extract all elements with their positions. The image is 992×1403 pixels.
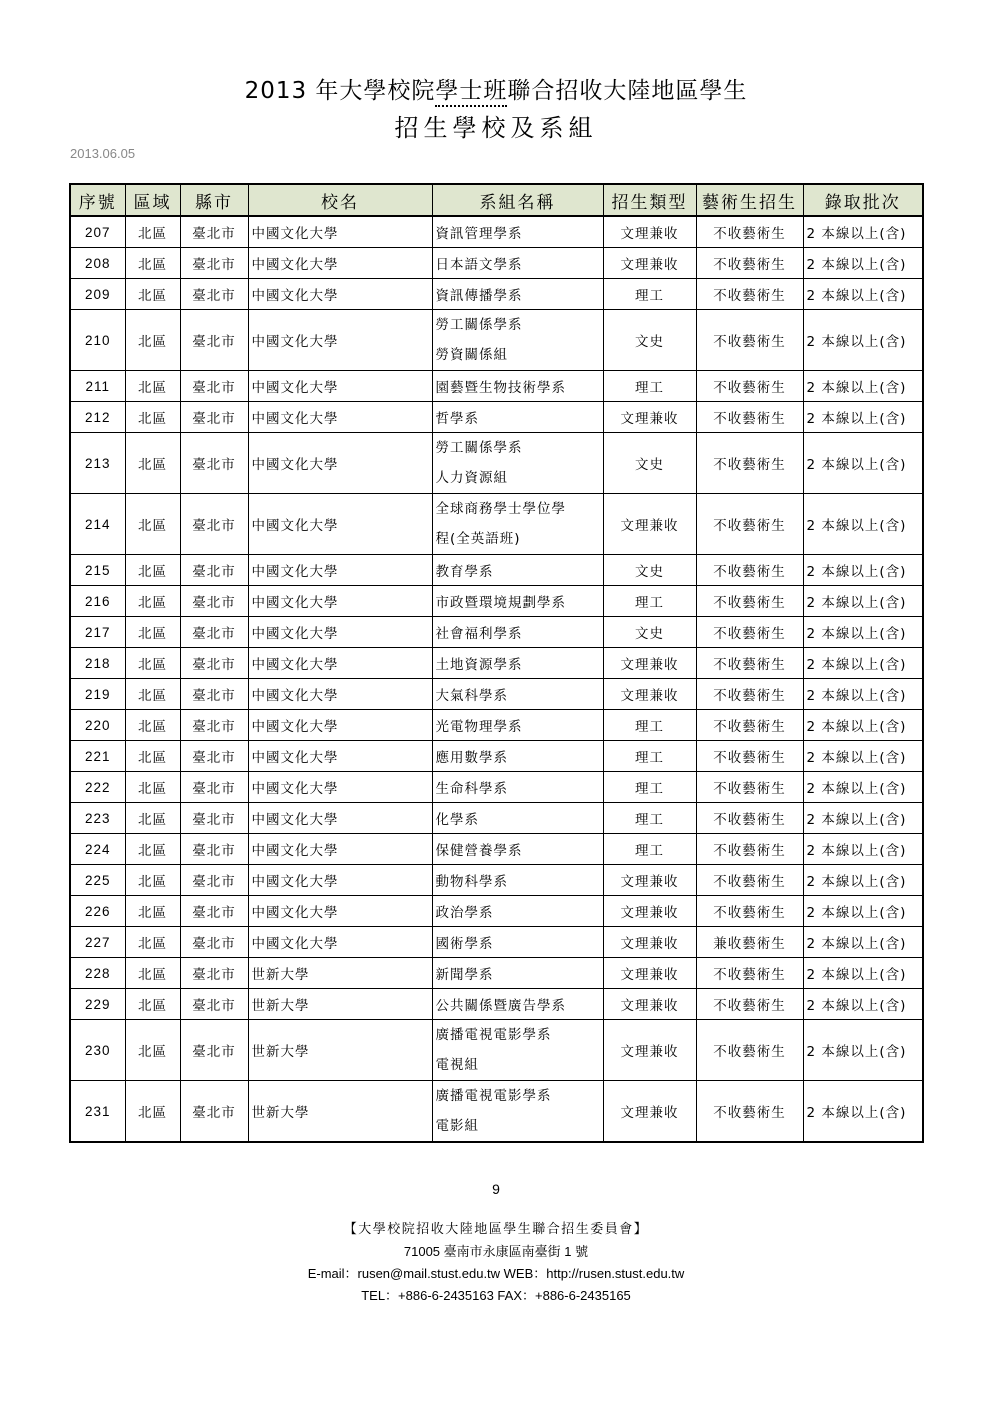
row-city: 臺北市 xyxy=(180,433,248,494)
row-region: 北區 xyxy=(125,803,180,834)
row-major xyxy=(432,555,603,586)
row-major xyxy=(432,803,603,834)
row-admission-type: 文理兼收 xyxy=(603,248,696,279)
row-art-students: 不收藝術生 xyxy=(696,772,803,803)
row-major xyxy=(432,617,603,648)
major-line: 勞工關係學系 xyxy=(435,317,523,333)
row-major xyxy=(432,958,603,989)
row-city: 臺北市 xyxy=(180,648,248,679)
row-region: 北區 xyxy=(125,216,180,248)
row-school: 中國文化大學 xyxy=(248,896,432,927)
admissions-table xyxy=(69,183,924,1143)
major-line: 勞資關係組 xyxy=(435,347,508,363)
major-line: 政治學系 xyxy=(435,905,494,921)
row-school: 中國文化大學 xyxy=(248,617,432,648)
row-school: 中國文化大學 xyxy=(248,216,432,248)
table-row xyxy=(70,896,923,927)
row-art-students: 不收藝術生 xyxy=(696,834,803,865)
row-admission-batch: 2 本線以上(含) xyxy=(803,989,923,1020)
row-major xyxy=(432,279,603,310)
row-region: 北區 xyxy=(125,679,180,710)
row-admission-type: 理工 xyxy=(603,586,696,617)
row-number: 231 xyxy=(70,1081,125,1143)
row-number: 219 xyxy=(70,679,125,710)
row-art-students: 不收藝術生 xyxy=(696,433,803,494)
major-line: 公共關係暨廣告學系 xyxy=(435,998,566,1014)
row-major xyxy=(432,710,603,741)
row-admission-batch: 2 本線以上(含) xyxy=(803,371,923,402)
table-header-row xyxy=(70,184,923,216)
row-region: 北區 xyxy=(125,865,180,896)
row-school: 中國文化大學 xyxy=(248,772,432,803)
row-number: 210 xyxy=(70,310,125,371)
major-line: 光電物理學系 xyxy=(435,719,523,735)
row-number: 227 xyxy=(70,927,125,958)
row-art-students: 不收藝術生 xyxy=(696,648,803,679)
row-number: 207 xyxy=(70,216,125,248)
row-admission-type: 文理兼收 xyxy=(603,896,696,927)
row-admission-type: 文理兼收 xyxy=(603,958,696,989)
row-school: 世新大學 xyxy=(248,989,432,1020)
column-header: 系組名稱 xyxy=(432,184,603,216)
row-region: 北區 xyxy=(125,433,180,494)
major-line: 新聞學系 xyxy=(435,967,494,983)
row-city: 臺北市 xyxy=(180,989,248,1020)
table-row xyxy=(70,989,923,1020)
major-line: 電影組 xyxy=(435,1118,479,1134)
row-city: 臺北市 xyxy=(180,1081,248,1143)
row-number: 221 xyxy=(70,741,125,772)
column-header: 招生類型 xyxy=(603,184,696,216)
row-region: 北區 xyxy=(125,648,180,679)
table-row xyxy=(70,248,923,279)
major-line: 電視組 xyxy=(435,1057,479,1073)
table-row xyxy=(70,586,923,617)
major-line: 廣播電視電影學系 xyxy=(435,1088,552,1104)
row-school: 中國文化大學 xyxy=(248,679,432,710)
row-major xyxy=(432,371,603,402)
footer-organization: 【大學校院招收大陸地區學生聯合招生委員會】 xyxy=(343,1222,649,1237)
row-city: 臺北市 xyxy=(180,834,248,865)
row-admission-batch: 2 本線以上(含) xyxy=(803,648,923,679)
row-number: 213 xyxy=(70,433,125,494)
row-admission-batch: 2 本線以上(含) xyxy=(803,710,923,741)
table-row xyxy=(70,803,923,834)
row-admission-batch: 2 本線以上(含) xyxy=(803,310,923,371)
row-art-students: 不收藝術生 xyxy=(696,402,803,433)
row-art-students: 不收藝術生 xyxy=(696,865,803,896)
row-number: 212 xyxy=(70,402,125,433)
row-art-students: 不收藝術生 xyxy=(696,958,803,989)
row-region: 北區 xyxy=(125,741,180,772)
table-row xyxy=(70,958,923,989)
row-admission-batch: 2 本線以上(含) xyxy=(803,927,923,958)
row-number: 218 xyxy=(70,648,125,679)
row-art-students: 不收藝術生 xyxy=(696,248,803,279)
major-line: 人力資源組 xyxy=(435,470,508,486)
row-art-students: 不收藝術生 xyxy=(696,896,803,927)
row-region: 北區 xyxy=(125,402,180,433)
table-row xyxy=(70,555,923,586)
row-major xyxy=(432,865,603,896)
row-admission-batch: 2 本線以上(含) xyxy=(803,402,923,433)
row-number: 208 xyxy=(70,248,125,279)
row-city: 臺北市 xyxy=(180,586,248,617)
row-number: 216 xyxy=(70,586,125,617)
row-art-students: 不收藝術生 xyxy=(696,1020,803,1081)
row-city: 臺北市 xyxy=(180,371,248,402)
row-number: 214 xyxy=(70,494,125,555)
row-school: 中國文化大學 xyxy=(248,310,432,371)
row-major xyxy=(432,402,603,433)
row-school: 中國文化大學 xyxy=(248,494,432,555)
row-school: 中國文化大學 xyxy=(248,371,432,402)
row-admission-type: 文理兼收 xyxy=(603,1081,696,1143)
row-admission-batch: 2 本線以上(含) xyxy=(803,834,923,865)
row-city: 臺北市 xyxy=(180,248,248,279)
row-number: 215 xyxy=(70,555,125,586)
row-major xyxy=(432,834,603,865)
row-major xyxy=(432,679,603,710)
table-row xyxy=(70,741,923,772)
row-admission-batch: 2 本線以上(含) xyxy=(803,803,923,834)
major-line: 資訊管理學系 xyxy=(435,226,523,242)
table-row xyxy=(70,834,923,865)
row-school: 中國文化大學 xyxy=(248,741,432,772)
title-suffix: 聯合招收大陸地區學生 xyxy=(507,78,748,104)
row-number: 222 xyxy=(70,772,125,803)
document-date: 2013.06.05 xyxy=(70,146,136,161)
row-admission-batch: 2 本線以上(含) xyxy=(803,248,923,279)
major-line: 土地資源學系 xyxy=(435,657,523,673)
major-line: 日本語文學系 xyxy=(435,257,523,273)
row-admission-batch: 2 本線以上(含) xyxy=(803,865,923,896)
footer-phone-fax: TEL：+886-6-2435163 FAX：+886-6-2435165 xyxy=(361,1288,631,1303)
row-city: 臺北市 xyxy=(180,402,248,433)
row-number: 229 xyxy=(70,989,125,1020)
row-admission-batch: 2 本線以上(含) xyxy=(803,617,923,648)
row-admission-type: 理工 xyxy=(603,371,696,402)
major-line: 應用數學系 xyxy=(435,750,508,766)
row-school: 中國文化大學 xyxy=(248,555,432,586)
row-region: 北區 xyxy=(125,371,180,402)
row-admission-batch: 2 本線以上(含) xyxy=(803,958,923,989)
row-number: 225 xyxy=(70,865,125,896)
table-row xyxy=(70,772,923,803)
major-line: 社會福利學系 xyxy=(435,626,523,642)
row-art-students: 不收藝術生 xyxy=(696,586,803,617)
row-city: 臺北市 xyxy=(180,710,248,741)
row-major xyxy=(432,927,603,958)
row-admission-type: 文理兼收 xyxy=(603,648,696,679)
column-header: 錄取批次 xyxy=(803,184,923,216)
row-admission-type: 文理兼收 xyxy=(603,679,696,710)
row-art-students: 不收藝術生 xyxy=(696,803,803,834)
major-line: 資訊傳播學系 xyxy=(435,288,523,304)
table-row xyxy=(70,433,923,494)
row-region: 北區 xyxy=(125,555,180,586)
row-art-students: 不收藝術生 xyxy=(696,989,803,1020)
row-number: 228 xyxy=(70,958,125,989)
row-admission-type: 理工 xyxy=(603,772,696,803)
title-underlined: 學士班 xyxy=(435,78,507,107)
row-school: 中國文化大學 xyxy=(248,865,432,896)
row-major xyxy=(432,989,603,1020)
row-school: 世新大學 xyxy=(248,1081,432,1143)
row-admission-batch: 2 本線以上(含) xyxy=(803,433,923,494)
row-region: 北區 xyxy=(125,586,180,617)
row-city: 臺北市 xyxy=(180,216,248,248)
table-row xyxy=(70,617,923,648)
row-admission-batch: 2 本線以上(含) xyxy=(803,896,923,927)
row-major xyxy=(432,248,603,279)
row-admission-type: 文史 xyxy=(603,617,696,648)
row-region: 北區 xyxy=(125,989,180,1020)
row-region: 北區 xyxy=(125,1020,180,1081)
row-school: 中國文化大學 xyxy=(248,433,432,494)
row-admission-type: 文理兼收 xyxy=(603,927,696,958)
row-admission-type: 理工 xyxy=(603,803,696,834)
row-region: 北區 xyxy=(125,279,180,310)
row-school: 中國文化大學 xyxy=(248,648,432,679)
row-city: 臺北市 xyxy=(180,741,248,772)
document-title xyxy=(0,72,992,105)
row-region: 北區 xyxy=(125,710,180,741)
table-row xyxy=(70,216,923,248)
row-admission-type: 理工 xyxy=(603,710,696,741)
row-art-students: 不收藝術生 xyxy=(696,310,803,371)
row-admission-type: 理工 xyxy=(603,279,696,310)
row-admission-batch: 2 本線以上(含) xyxy=(803,216,923,248)
row-school: 中國文化大學 xyxy=(248,248,432,279)
row-school: 世新大學 xyxy=(248,1020,432,1081)
row-city: 臺北市 xyxy=(180,555,248,586)
table-row xyxy=(70,865,923,896)
row-city: 臺北市 xyxy=(180,865,248,896)
row-number: 230 xyxy=(70,1020,125,1081)
major-line: 化學系 xyxy=(435,812,479,828)
major-line: 保健營養學系 xyxy=(435,843,523,859)
row-city: 臺北市 xyxy=(180,772,248,803)
row-admission-batch: 2 本線以上(含) xyxy=(803,555,923,586)
row-region: 北區 xyxy=(125,494,180,555)
row-school: 中國文化大學 xyxy=(248,803,432,834)
row-region: 北區 xyxy=(125,310,180,371)
row-major xyxy=(432,494,603,555)
row-admission-batch: 2 本線以上(含) xyxy=(803,772,923,803)
row-art-students: 不收藝術生 xyxy=(696,741,803,772)
row-major xyxy=(432,896,603,927)
row-major xyxy=(432,216,603,248)
page-number: 9 xyxy=(492,1181,500,1197)
row-number: 224 xyxy=(70,834,125,865)
row-admission-batch: 2 本線以上(含) xyxy=(803,494,923,555)
row-admission-batch: 2 本線以上(含) xyxy=(803,279,923,310)
row-admission-batch: 2 本線以上(含) xyxy=(803,1081,923,1143)
table-row xyxy=(70,1020,923,1081)
row-art-students: 不收藝術生 xyxy=(696,371,803,402)
table-row xyxy=(70,679,923,710)
row-art-students: 兼收藝術生 xyxy=(696,927,803,958)
row-region: 北區 xyxy=(125,896,180,927)
row-admission-type: 文理兼收 xyxy=(603,402,696,433)
row-major xyxy=(432,1020,603,1081)
row-city: 臺北市 xyxy=(180,494,248,555)
major-line: 哲學系 xyxy=(435,411,479,427)
row-number: 209 xyxy=(70,279,125,310)
major-line: 市政暨環境規劃學系 xyxy=(435,595,566,611)
row-city: 臺北市 xyxy=(180,310,248,371)
row-school: 中國文化大學 xyxy=(248,586,432,617)
row-admission-batch: 2 本線以上(含) xyxy=(803,679,923,710)
row-region: 北區 xyxy=(125,248,180,279)
row-major xyxy=(432,648,603,679)
row-city: 臺北市 xyxy=(180,1020,248,1081)
table-row xyxy=(70,371,923,402)
row-art-students: 不收藝術生 xyxy=(696,494,803,555)
row-admission-type: 文理兼收 xyxy=(603,989,696,1020)
row-school: 世新大學 xyxy=(248,958,432,989)
row-number: 220 xyxy=(70,710,125,741)
row-city: 臺北市 xyxy=(180,803,248,834)
column-header: 校名 xyxy=(248,184,432,216)
title-prefix: 2013 年大學校院 xyxy=(244,78,436,104)
table-row xyxy=(70,710,923,741)
row-admission-type: 文理兼收 xyxy=(603,216,696,248)
major-line: 廣播電視電影學系 xyxy=(435,1027,552,1043)
row-city: 臺北市 xyxy=(180,927,248,958)
row-city: 臺北市 xyxy=(180,279,248,310)
column-header: 縣市 xyxy=(180,184,248,216)
row-region: 北區 xyxy=(125,834,180,865)
row-region: 北區 xyxy=(125,1081,180,1143)
row-major xyxy=(432,1081,603,1143)
major-line: 園藝暨生物技術學系 xyxy=(435,380,566,396)
row-art-students: 不收藝術生 xyxy=(696,710,803,741)
major-line: 程(全英語班) xyxy=(435,531,521,547)
row-major xyxy=(432,433,603,494)
major-line: 勞工關係學系 xyxy=(435,440,523,456)
row-admission-type: 文史 xyxy=(603,555,696,586)
footer xyxy=(0,1219,992,1307)
row-admission-type: 文理兼收 xyxy=(603,865,696,896)
row-admission-type: 文史 xyxy=(603,310,696,371)
row-city: 臺北市 xyxy=(180,617,248,648)
row-number: 211 xyxy=(70,371,125,402)
footer-contact-web: E-mail：rusen@mail.stust.edu.tw WEB：http://rusen.stust.edu.tw xyxy=(307,1266,685,1281)
column-header: 藝術生招生 xyxy=(696,184,803,216)
table-row xyxy=(70,494,923,555)
row-region: 北區 xyxy=(125,772,180,803)
table-row xyxy=(70,927,923,958)
row-school: 中國文化大學 xyxy=(248,402,432,433)
row-city: 臺北市 xyxy=(180,679,248,710)
row-admission-batch: 2 本線以上(含) xyxy=(803,586,923,617)
row-number: 223 xyxy=(70,803,125,834)
row-city: 臺北市 xyxy=(180,958,248,989)
column-header: 區域 xyxy=(125,184,180,216)
row-admission-batch: 2 本線以上(含) xyxy=(803,741,923,772)
major-line: 生命科學系 xyxy=(435,781,508,797)
row-admission-type: 文史 xyxy=(603,433,696,494)
row-art-students: 不收藝術生 xyxy=(696,1081,803,1143)
major-line: 大氣科學系 xyxy=(435,688,508,704)
table-row xyxy=(70,1081,923,1143)
table-row xyxy=(70,402,923,433)
row-admission-type: 文理兼收 xyxy=(603,494,696,555)
table-row xyxy=(70,310,923,371)
row-region: 北區 xyxy=(125,958,180,989)
row-admission-type: 理工 xyxy=(603,741,696,772)
row-school: 中國文化大學 xyxy=(248,710,432,741)
row-art-students: 不收藝術生 xyxy=(696,279,803,310)
row-admission-type: 理工 xyxy=(603,834,696,865)
row-art-students: 不收藝術生 xyxy=(696,679,803,710)
footer-address: 71005 臺南市永康區南臺街 1 號 xyxy=(403,1244,589,1259)
major-line: 國術學系 xyxy=(435,936,494,952)
row-admission-type: 文理兼收 xyxy=(603,1020,696,1081)
row-school: 中國文化大學 xyxy=(248,834,432,865)
row-art-students: 不收藝術生 xyxy=(696,216,803,248)
major-line: 全球商務學士學位學 xyxy=(435,501,566,517)
row-major xyxy=(432,772,603,803)
row-major xyxy=(432,741,603,772)
row-city: 臺北市 xyxy=(180,896,248,927)
row-major xyxy=(432,586,603,617)
row-region: 北區 xyxy=(125,927,180,958)
row-region: 北區 xyxy=(125,617,180,648)
row-art-students: 不收藝術生 xyxy=(696,555,803,586)
document-subtitle: 招生學校及系組 xyxy=(394,114,598,142)
row-admission-batch: 2 本線以上(含) xyxy=(803,1020,923,1081)
row-art-students: 不收藝術生 xyxy=(696,617,803,648)
row-number: 217 xyxy=(70,617,125,648)
row-school: 中國文化大學 xyxy=(248,279,432,310)
column-header: 序號 xyxy=(70,184,125,216)
row-number: 226 xyxy=(70,896,125,927)
table-row xyxy=(70,279,923,310)
row-major xyxy=(432,310,603,371)
table-row xyxy=(70,648,923,679)
major-line: 教育學系 xyxy=(435,564,494,580)
major-line: 動物科學系 xyxy=(435,874,508,890)
row-school: 中國文化大學 xyxy=(248,927,432,958)
